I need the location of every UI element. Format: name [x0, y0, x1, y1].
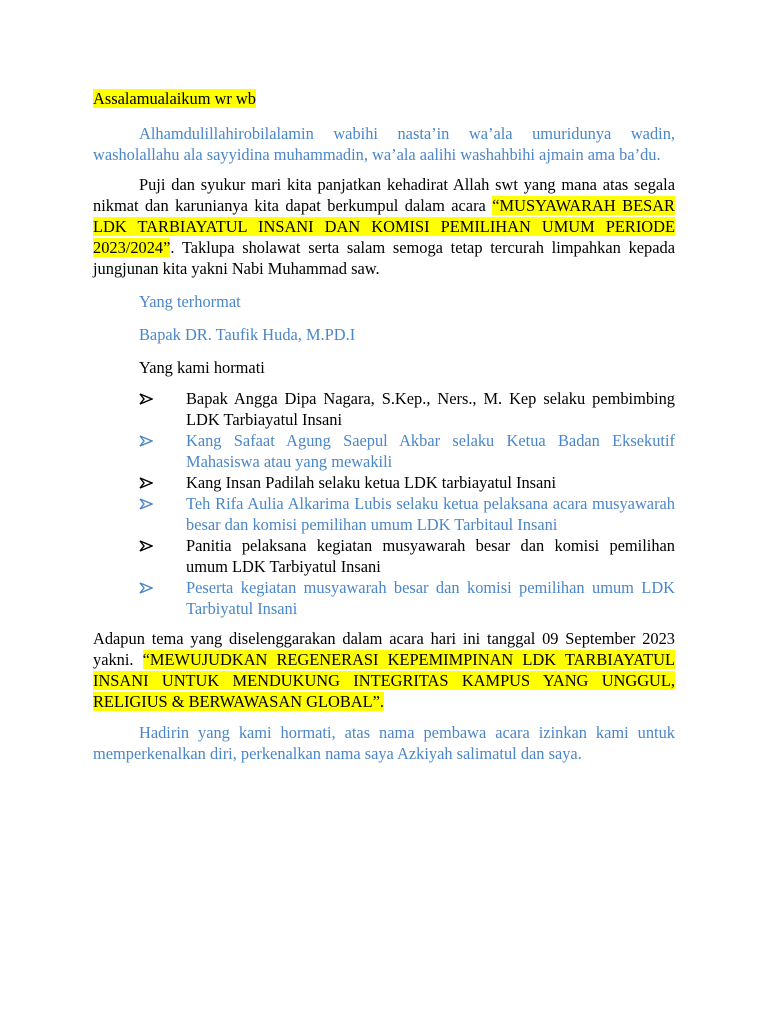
guest-list-item [139, 472, 675, 493]
greeting-highlight: Assalamualaikum wr wb [93, 89, 256, 108]
theme-highlight: “MEWUJUDKAN REGENERASI KEPEMIMPINAN LDK TARBIAYATUL INSANI UNTUK MENDUKUNG INTEGRITAS KAMPUS YANG UNGGUL, RELIGIUS & BERWAWASAN GLOBAL”. [93, 650, 675, 711]
intro-text-before: Puji dan syukur mari kita panjatkan kehadirat Allah swt yang mana atas segala nikmat dan karunianya kita dapat berkumpul dalam acara [93, 175, 675, 215]
guest-list-text: Kang Insan Padilah selaku ketua LDK tarbiayatul Insani [186, 473, 557, 492]
event-title-highlight: “MUSYAWARAH BESAR LDK TARBIAYATUL INSANI DAN KOMISI PEMILIHAN UMUM PERIODE 2023/2024” [93, 196, 675, 257]
opening-paragraph: Alhamdulillahirobilalamin wabihi nasta’in wa’ala umuridunya wadin, washolallahu ala sayyidina muhammadin, wa’ala aalihi washahbihi ajmain ama ba’du. [93, 124, 675, 164]
guest-list-item [139, 430, 675, 472]
document-body [93, 88, 675, 764]
respected-label: Yang kami hormati [139, 358, 265, 377]
guest-list-text: Teh Rifa Aulia Alkarima Lubis selaku ketua pelaksana acara musyawarah besar dan komisi pemilihan umum LDK Tarbitaul Insani [186, 494, 675, 534]
intro-text-after: . Taklupa sholawat serta salam semoga tetap tercurah limpahkan kepada jungjunan kita yakni Nabi Muhammad saw. [93, 238, 675, 278]
theme-paragraph [93, 628, 675, 712]
arrow-bullet-icon [139, 493, 186, 510]
honored-name: Bapak DR. Taufik Huda, M.PD.I [139, 325, 356, 344]
greeting [93, 88, 675, 109]
closing-paragraph: Hadirin yang kami hormati, atas nama pembawa acara izinkan kami untuk memperkenalkan diri, perkenalkan nama saya Azkiyah salimatul dan saya. [93, 723, 675, 763]
theme-text-before: Adapun tema yang diselenggarakan dalam acara hari ini tanggal 09 September 2023 yakni. [93, 629, 675, 669]
honored-label: Yang terhormat [139, 292, 241, 311]
arrow-bullet-icon [139, 535, 186, 552]
guest-list-text: Panitia pelaksana kegiatan musyawarah besar dan komisi pemilihan umum LDK Tarbiyatul Insani [186, 536, 675, 576]
arrow-bullet-icon [139, 577, 186, 594]
guest-list-text: Peserta kegiatan musyawarah besar dan komisi pemilihan umum LDK Tarbiyatul Insani [186, 578, 675, 618]
guest-list-item [139, 493, 675, 535]
guest-list-text: Bapak Angga Dipa Nagara, S.Kep., Ners., M. Kep selaku pembimbing LDK Tarbiayatul Insani [186, 389, 675, 429]
guest-list-item [139, 535, 675, 577]
guest-list-text: Kang Safaat Agung Saepul Akbar selaku Ketua Badan Eksekutif Mahasiswa atau yang mewakili [186, 431, 675, 471]
intro-paragraph [93, 174, 675, 279]
arrow-bullet-icon [139, 388, 186, 405]
guest-list-item [139, 577, 675, 619]
arrow-bullet-icon [139, 472, 186, 489]
guest-list-item [139, 388, 675, 430]
guest-list [93, 388, 675, 619]
arrow-bullet-icon [139, 430, 186, 447]
